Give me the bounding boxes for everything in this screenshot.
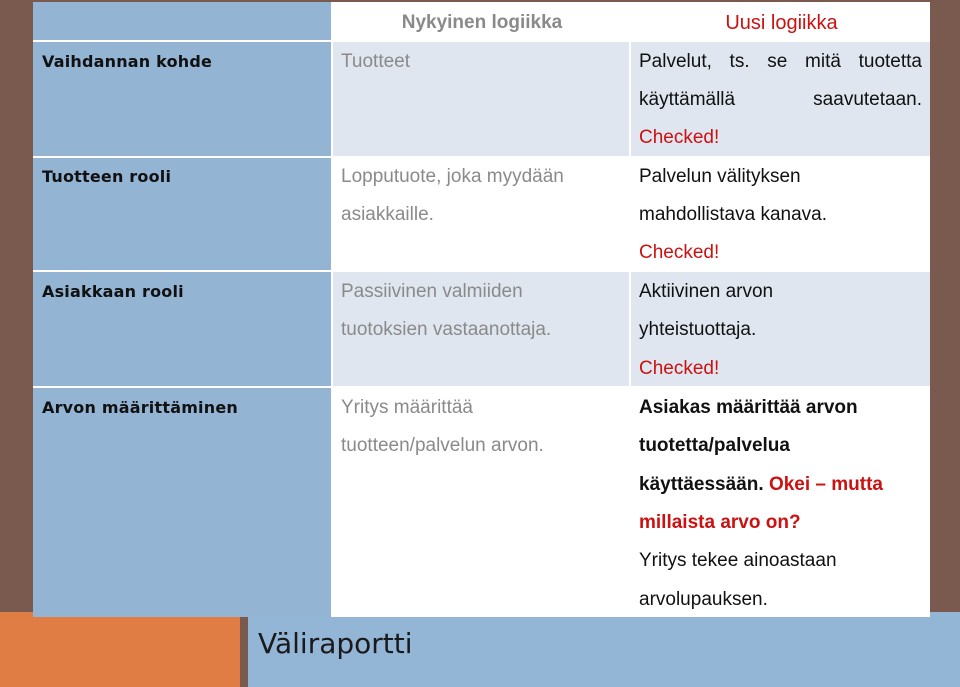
row-label-asiakkaan-rooli: Asiakkaan rooli: [42, 282, 184, 301]
header-old-logic: Nykyinen logiikka: [401, 12, 563, 33]
old-cell-text: Passiivinen valmiiden: [341, 281, 523, 302]
comment-note: millaista arvo on?: [639, 512, 801, 533]
new-cell-text: mahdollistava kanava.: [639, 204, 827, 225]
old-cell-text: asiakkaille.: [341, 204, 434, 225]
header-new-logic: Uusi logiikka: [725, 12, 838, 34]
row-label-arvon-maarittaminen: Arvon määrittäminen: [42, 398, 238, 417]
new-cell-text: Asiakas määrittää arvon: [639, 397, 858, 418]
old-cell-text: tuotteen/palvelun arvon.: [341, 435, 544, 456]
footer-title: Väliraportti: [258, 627, 413, 660]
row-label-tuotteen-rooli: Tuotteen rooli: [42, 167, 172, 186]
new-cell-text: Palvelun välityksen: [639, 166, 801, 187]
old-cell-text: Yritys määrittää: [341, 397, 473, 418]
new-cell-text: tuotetta/palvelua: [639, 435, 790, 456]
new-cell-text: yhteistuottaja.: [639, 319, 757, 340]
row-label-vaihdannan-kohde: Vaihdannan kohde: [42, 52, 213, 71]
row-divider: [33, 270, 930, 272]
new-cell-text-mixed: [639, 466, 883, 505]
column-divider: [331, 2, 333, 617]
new-cell-text: Yritys tekee ainoastaan: [639, 550, 837, 571]
checked-note: Checked!: [639, 358, 720, 379]
old-cell-text: Tuotteet: [341, 51, 411, 72]
footer-accent-block: [0, 612, 240, 687]
new-cell-text: käyttäessään.: [639, 474, 764, 495]
old-cell-text: tuotoksien vastaanottaja.: [341, 319, 552, 340]
new-cell-text: käyttämällä saavutetaan.: [639, 89, 922, 110]
new-cell-text: Palvelut, ts. se mitä tuotetta: [639, 51, 922, 72]
new-cell-text: arvolupauksen.: [639, 589, 768, 610]
old-cell-text: Lopputuote, joka myydään: [341, 166, 564, 187]
new-cell-text: Aktiivinen arvon: [639, 281, 774, 302]
column-divider: [629, 2, 631, 617]
left-decor-strip: [0, 0, 33, 605]
checked-note: Checked!: [639, 127, 720, 148]
checked-note: Checked!: [639, 242, 720, 263]
row-divider: [33, 386, 930, 388]
comment-note: Okei – mutta: [768, 474, 883, 495]
